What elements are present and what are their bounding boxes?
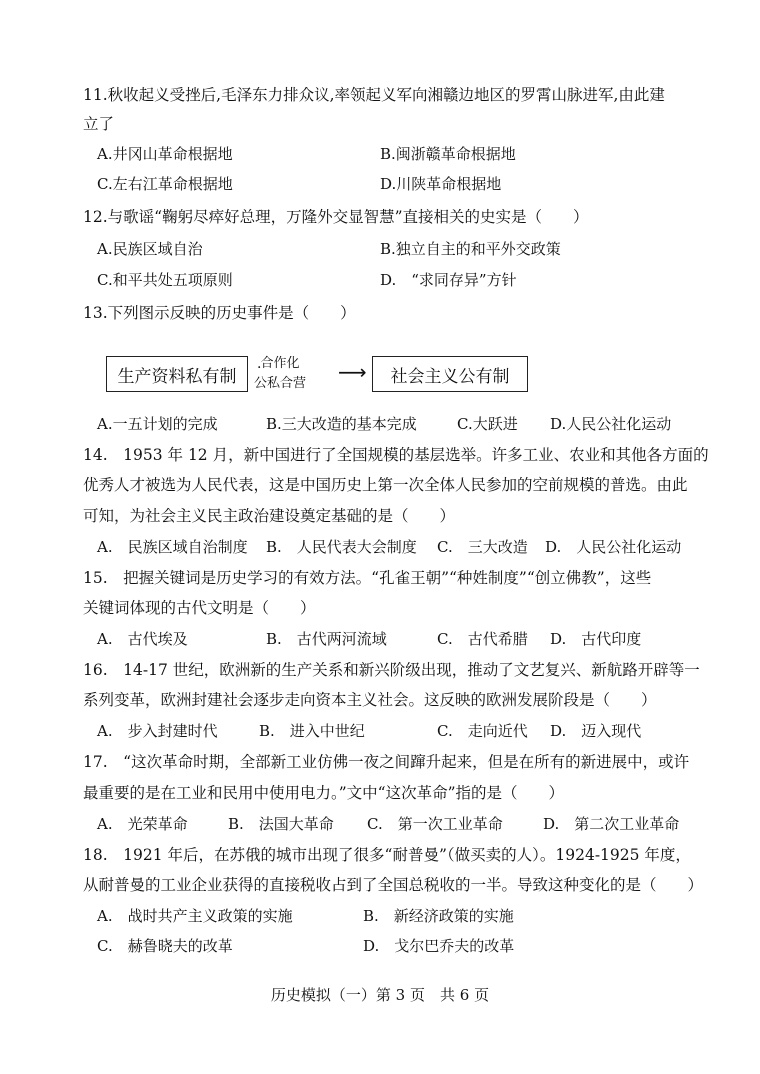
q14-option-c[interactable]: C. 三大改造: [437, 538, 528, 556]
q16-stem-line2: 系列变革，欧洲封建社会逐步走向资本主义社会。这反映的欧洲发展阶段是（ ）: [83, 691, 657, 709]
diagram-middle-top: 合作化: [260, 356, 300, 371]
q18-option-d[interactable]: D. 戈尔巴乔夫的改革: [363, 937, 515, 955]
q12-options-row2: [97, 269, 700, 291]
q11-options-row1: [97, 143, 700, 165]
q16-option-a[interactable]: A. 步入封建时代: [97, 722, 218, 740]
q16-option-c[interactable]: C. 走向近代: [437, 722, 528, 740]
q18-options-row2: [97, 935, 700, 957]
q18-option-a[interactable]: A. 战时共产主义政策的实施: [97, 907, 293, 925]
q11-option-b[interactable]: B.闽浙赣革命根据地: [380, 145, 516, 163]
q12-stem: 12.与歌谣“鞠躬尽瘁好总理，万隆外交显智慧”直接相关的史实是（ ）: [83, 208, 589, 226]
q11-options-row2: [97, 173, 700, 195]
q13-option-a[interactable]: A.一五计划的完成: [97, 415, 218, 433]
q15-option-b[interactable]: B. 古代两河流域: [266, 630, 387, 648]
q15-option-c[interactable]: C. 古代希腊: [437, 630, 528, 648]
q17-options: [97, 813, 700, 835]
q16-stem-line1: 16. 14-17 世纪，欧洲新的生产关系和新兴阶级出现，推动了文艺复兴、新航路开辟等一: [83, 661, 700, 679]
q17-option-d[interactable]: D. 第二次工业革命: [543, 815, 680, 833]
q18-option-c[interactable]: C. 赫鲁晓夫的改革: [97, 937, 233, 955]
q18-stem-line1: 18. 1921 年后，在苏俄的城市出现了很多“耐普曼”（做买卖的人）。1924-1925 年度，: [83, 846, 691, 864]
q12-option-a[interactable]: A.民族区域自治: [97, 240, 203, 258]
q16-options: [97, 720, 700, 742]
q13-stem: 13.下列图示反映的历史事件是（ ）: [83, 304, 356, 322]
q14-stem-line2: 优秀人才被选为人民代表，这是中国历史上第一次全体人民参加的空前规模的普选。由此: [83, 476, 688, 494]
q13-option-b[interactable]: B.三大改造的基本完成: [266, 415, 417, 433]
q17-option-b[interactable]: B. 法国大革命: [228, 815, 334, 833]
q11-option-a[interactable]: A.井冈山革命根据地: [97, 145, 233, 163]
diagram-dot: ·: [257, 360, 262, 376]
q12-option-b[interactable]: B.独立自主的和平外交政策: [380, 240, 561, 258]
q14-options: [97, 536, 700, 558]
q15-options: [97, 628, 700, 650]
q15-stem-line1: 15. 把握关键词是历史学习的有效方法。“孔雀王朝”“种姓制度”“创立佛教”，这些: [83, 569, 652, 587]
q11-stem-line1: 11.秋收起义受挫后,毛泽东力排众议,率领起义军向湘赣边地区的罗霄山脉进军,由此建: [83, 86, 665, 104]
q17-option-a[interactable]: A. 光荣革命: [97, 815, 188, 833]
q16-option-d[interactable]: D. 迈入现代: [550, 722, 642, 740]
q17-stem-line1: 17. “这次革命时期，全部新工业仿佛一夜之间蹿升起来，但是在所有的新进展中，或许: [83, 753, 690, 771]
q17-stem-line2: 最重要的是在工业和民用中使用电力。”文中“这次革命”指的是（ ）: [83, 784, 565, 802]
diagram-middle-label: [250, 350, 330, 396]
diagram-middle-bottom: 公私合营: [253, 376, 306, 391]
q12-option-d[interactable]: D. “求同存异”方针: [380, 271, 517, 289]
q15-stem-line2: 关键词体现的古代文明是（ ）: [83, 599, 316, 617]
q11-option-d[interactable]: D.川陕革命根据地: [380, 175, 502, 193]
q18-options-row1: [97, 905, 700, 927]
q13-diagram: [100, 350, 540, 398]
q13-option-d[interactable]: D.人民公社化运动: [550, 415, 672, 433]
diagram-arrow-icon: ⟶: [338, 360, 367, 384]
q14-option-b[interactable]: B. 人民代表大会制度: [266, 538, 417, 556]
q15-option-a[interactable]: A. 古代埃及: [97, 630, 188, 648]
q13-options: [97, 413, 700, 435]
q15-option-d[interactable]: D. 古代印度: [550, 630, 642, 648]
q14-stem-line1: 14. 1953 年 12 月，新中国进行了全国规模的基层选举。许多工业、农业和其他各方面的: [83, 446, 709, 464]
q14-option-a[interactable]: A. 民族区域自治制度: [97, 538, 248, 556]
q14-stem-line3: 可知，为社会主义民主政治建设奠定基础的是（ ）: [83, 507, 456, 525]
diagram-right-box: 社会主义公有制: [372, 356, 528, 392]
q12-option-c[interactable]: C.和平共处五项原则: [97, 271, 233, 289]
q18-option-b[interactable]: B. 新经济政策的实施: [363, 907, 514, 925]
q11-stem-line2: 立了: [83, 115, 115, 133]
q18-stem-line2: 从耐普曼的工业企业获得的直接税收占到了全国总税收的一半。导致这种变化的是（ ）: [83, 876, 704, 894]
q14-option-d[interactable]: D. 人民公社化运动: [545, 538, 682, 556]
q11-option-c[interactable]: C.左右江革命根据地: [97, 175, 233, 193]
page-footer: 历史模拟（一）第 3 页 共 6 页: [270, 986, 490, 1004]
q13-option-c[interactable]: C.大跃进: [457, 415, 518, 433]
diagram-left-box: 生产资料私有制: [106, 356, 248, 392]
q17-option-c[interactable]: C. 第一次工业革命: [367, 815, 503, 833]
q12-options-row1: [97, 238, 700, 260]
q16-option-b[interactable]: B. 进入中世纪: [259, 722, 365, 740]
